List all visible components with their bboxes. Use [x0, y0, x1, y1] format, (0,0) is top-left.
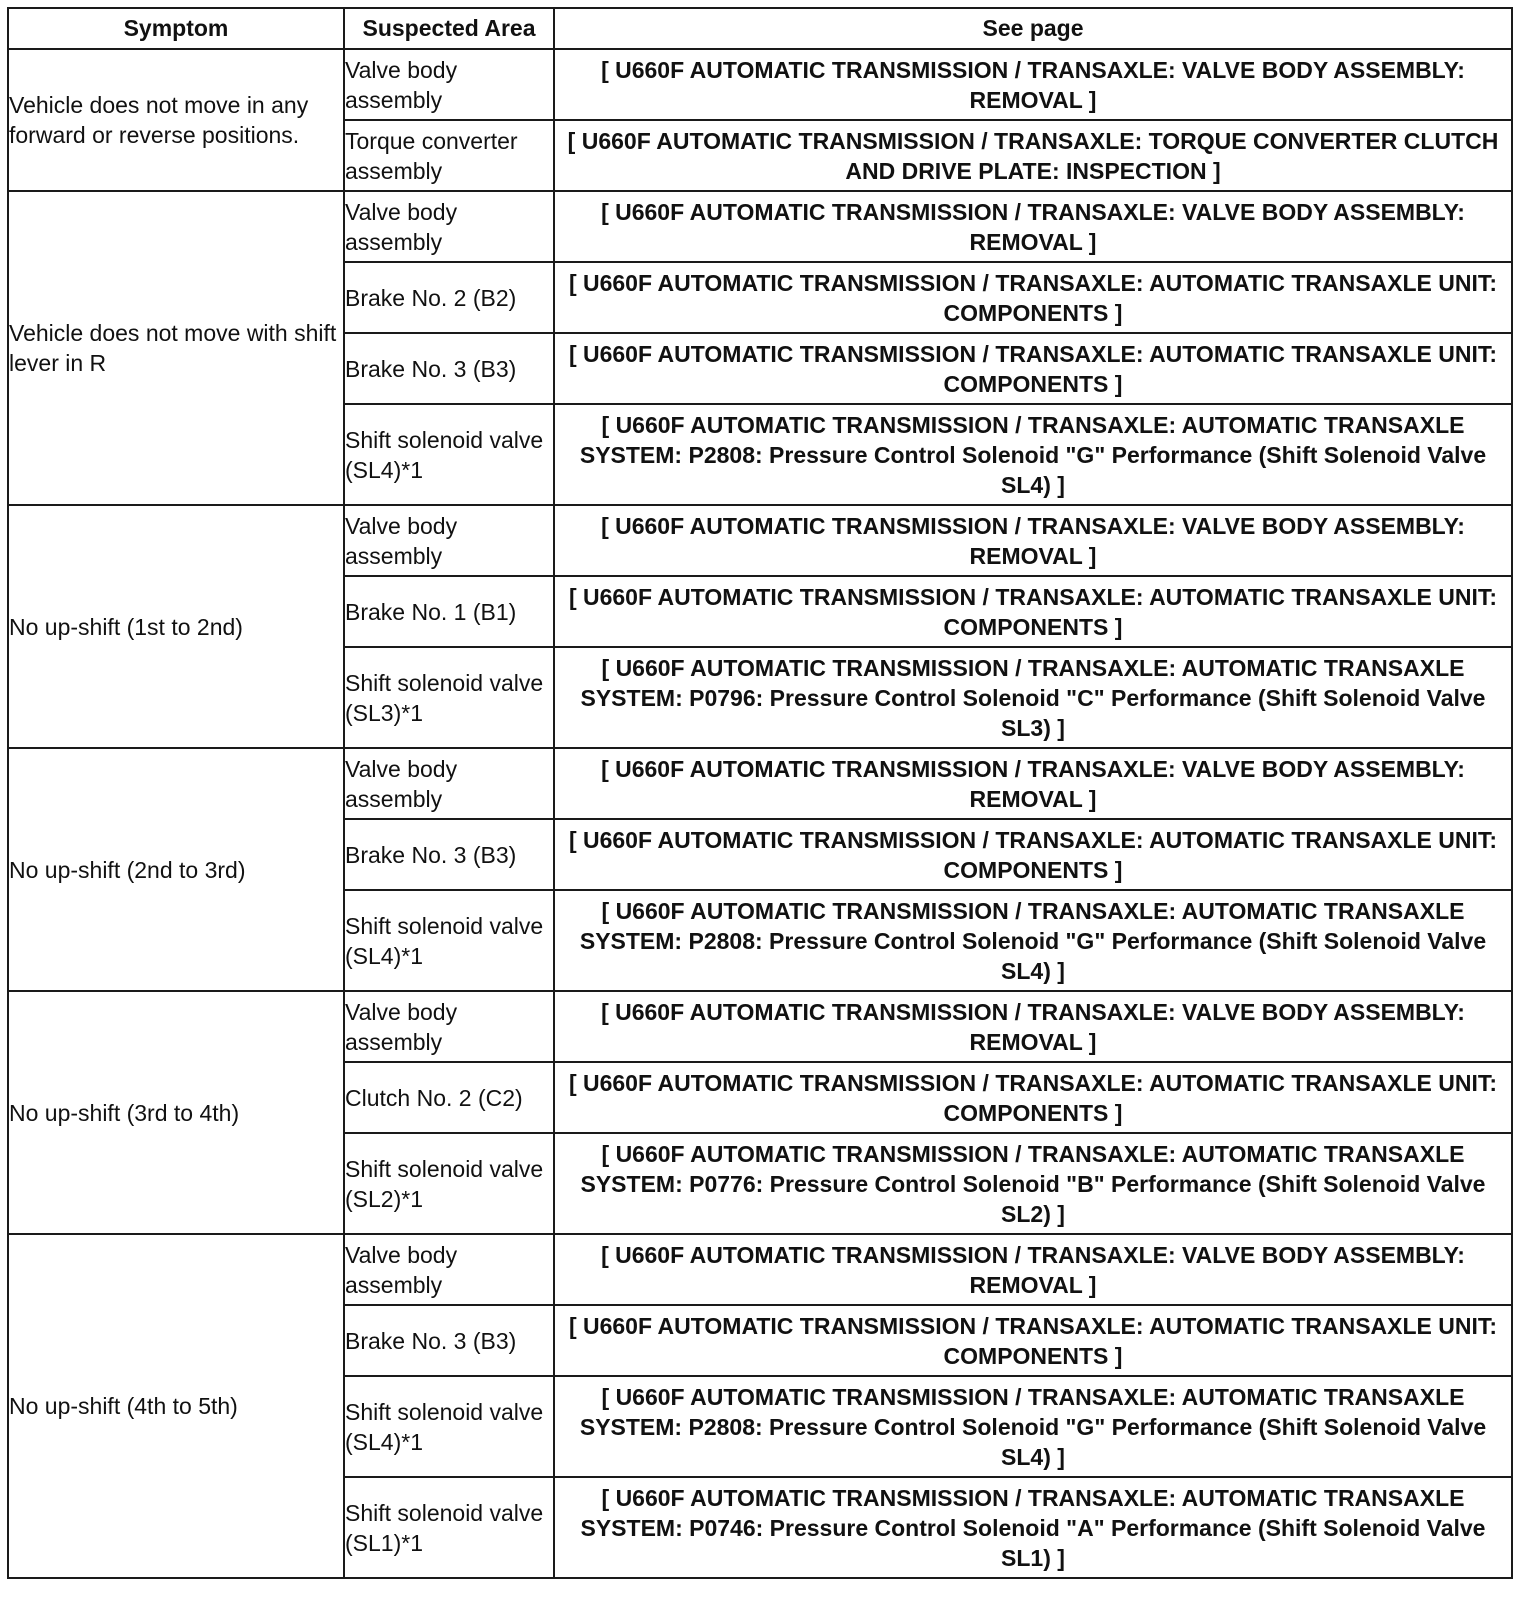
see-page-link[interactable]: [ U660F AUTOMATIC TRANSMISSION / TRANSAXLE: AUTOMATIC TRANSAXLE SYSTEM: P2808: Pressure Control Solenoid "G" Performance (Shift Solenoid Valve SL4) ] — [554, 404, 1512, 505]
see-page-link[interactable]: [ U660F AUTOMATIC TRANSMISSION / TRANSAXLE: VALVE BODY ASSEMBLY: REMOVAL ] — [554, 49, 1512, 120]
see-page-link[interactable]: [ U660F AUTOMATIC TRANSMISSION / TRANSAXLE: AUTOMATIC TRANSAXLE UNIT: COMPONENTS ] — [554, 1305, 1512, 1376]
suspected-area-cell: Brake No. 3 (B3) — [344, 1305, 554, 1376]
see-page-link[interactable]: [ U660F AUTOMATIC TRANSMISSION / TRANSAXLE: VALVE BODY ASSEMBLY: REMOVAL ] — [554, 505, 1512, 576]
suspected-area-cell: Shift solenoid valve (SL4)*1 — [344, 404, 554, 505]
suspected-area-cell: Valve body assembly — [344, 505, 554, 576]
table-row — [8, 991, 1512, 1062]
see-page-link[interactable]: [ U660F AUTOMATIC TRANSMISSION / TRANSAXLE: VALVE BODY ASSEMBLY: REMOVAL ] — [554, 1234, 1512, 1305]
symptom-cell: Vehicle does not move in any forward or reverse positions. — [8, 49, 344, 191]
header-suspected-area: Suspected Area — [344, 8, 554, 49]
suspected-area-cell: Valve body assembly — [344, 191, 554, 262]
symptom-cell: No up-shift (1st to 2nd) — [8, 505, 344, 748]
see-page-link[interactable]: [ U660F AUTOMATIC TRANSMISSION / TRANSAXLE: AUTOMATIC TRANSAXLE SYSTEM: P0796: Pressure Control Solenoid "C" Performance (Shift Solenoid Valve SL3) ] — [554, 647, 1512, 748]
see-page-link[interactable]: [ U660F AUTOMATIC TRANSMISSION / TRANSAXLE: AUTOMATIC TRANSAXLE UNIT: COMPONENTS ] — [554, 333, 1512, 404]
suspected-area-cell: Valve body assembly — [344, 991, 554, 1062]
symptom-cell: No up-shift (4th to 5th) — [8, 1234, 344, 1578]
suspected-area-cell: Valve body assembly — [344, 748, 554, 819]
suspected-area-cell: Valve body assembly — [344, 1234, 554, 1305]
table-row — [8, 748, 1512, 819]
suspected-area-cell: Torque converter assembly — [344, 120, 554, 191]
table-row — [8, 1234, 1512, 1305]
see-page-link[interactable]: [ U660F AUTOMATIC TRANSMISSION / TRANSAXLE: AUTOMATIC TRANSAXLE SYSTEM: P2808: Pressure Control Solenoid "G" Performance (Shift Solenoid Valve SL4) ] — [554, 1376, 1512, 1477]
symptom-table — [7, 7, 1513, 1579]
suspected-area-cell: Shift solenoid valve (SL4)*1 — [344, 890, 554, 991]
header-symptom: Symptom — [8, 8, 344, 49]
suspected-area-cell: Shift solenoid valve (SL1)*1 — [344, 1477, 554, 1578]
suspected-area-cell: Shift solenoid valve (SL2)*1 — [344, 1133, 554, 1234]
see-page-link[interactable]: [ U660F AUTOMATIC TRANSMISSION / TRANSAXLE: AUTOMATIC TRANSAXLE SYSTEM: P0776: Pressure Control Solenoid "B" Performance (Shift Solenoid Valve SL2) ] — [554, 1133, 1512, 1234]
see-page-link[interactable]: [ U660F AUTOMATIC TRANSMISSION / TRANSAXLE: VALVE BODY ASSEMBLY: REMOVAL ] — [554, 191, 1512, 262]
see-page-link[interactable]: [ U660F AUTOMATIC TRANSMISSION / TRANSAXLE: AUTOMATIC TRANSAXLE UNIT: COMPONENTS ] — [554, 819, 1512, 890]
suspected-area-cell: Valve body assembly — [344, 49, 554, 120]
table-row — [8, 49, 1512, 120]
see-page-link[interactable]: [ U660F AUTOMATIC TRANSMISSION / TRANSAXLE: TORQUE CONVERTER CLUTCH AND DRIVE PLATE: INSPECTION ] — [554, 120, 1512, 191]
see-page-link[interactable]: [ U660F AUTOMATIC TRANSMISSION / TRANSAXLE: AUTOMATIC TRANSAXLE UNIT: COMPONENTS ] — [554, 262, 1512, 333]
header-row — [8, 8, 1512, 49]
suspected-area-cell: Brake No. 1 (B1) — [344, 576, 554, 647]
see-page-link[interactable]: [ U660F AUTOMATIC TRANSMISSION / TRANSAXLE: VALVE BODY ASSEMBLY: REMOVAL ] — [554, 991, 1512, 1062]
suspected-area-cell: Brake No. 2 (B2) — [344, 262, 554, 333]
symptom-cell: No up-shift (2nd to 3rd) — [8, 748, 344, 991]
suspected-area-cell: Brake No. 3 (B3) — [344, 819, 554, 890]
see-page-link[interactable]: [ U660F AUTOMATIC TRANSMISSION / TRANSAXLE: AUTOMATIC TRANSAXLE SYSTEM: P0746: Pressure Control Solenoid "A" Performance (Shift Solenoid Valve SL1) ] — [554, 1477, 1512, 1578]
table-row — [8, 505, 1512, 576]
see-page-link[interactable]: [ U660F AUTOMATIC TRANSMISSION / TRANSAXLE: AUTOMATIC TRANSAXLE UNIT: COMPONENTS ] — [554, 1062, 1512, 1133]
header-see-page: See page — [554, 8, 1512, 49]
symptom-cell: Vehicle does not move with shift lever in R — [8, 191, 344, 505]
suspected-area-cell: Shift solenoid valve (SL4)*1 — [344, 1376, 554, 1477]
table-row — [8, 191, 1512, 262]
see-page-link[interactable]: [ U660F AUTOMATIC TRANSMISSION / TRANSAXLE: AUTOMATIC TRANSAXLE UNIT: COMPONENTS ] — [554, 576, 1512, 647]
see-page-link[interactable]: [ U660F AUTOMATIC TRANSMISSION / TRANSAXLE: AUTOMATIC TRANSAXLE SYSTEM: P2808: Pressure Control Solenoid "G" Performance (Shift Solenoid Valve SL4) ] — [554, 890, 1512, 991]
suspected-area-cell: Clutch No. 2 (C2) — [344, 1062, 554, 1133]
see-page-link[interactable]: [ U660F AUTOMATIC TRANSMISSION / TRANSAXLE: VALVE BODY ASSEMBLY: REMOVAL ] — [554, 748, 1512, 819]
suspected-area-cell: Brake No. 3 (B3) — [344, 333, 554, 404]
suspected-area-cell: Shift solenoid valve (SL3)*1 — [344, 647, 554, 748]
symptom-cell: No up-shift (3rd to 4th) — [8, 991, 344, 1234]
